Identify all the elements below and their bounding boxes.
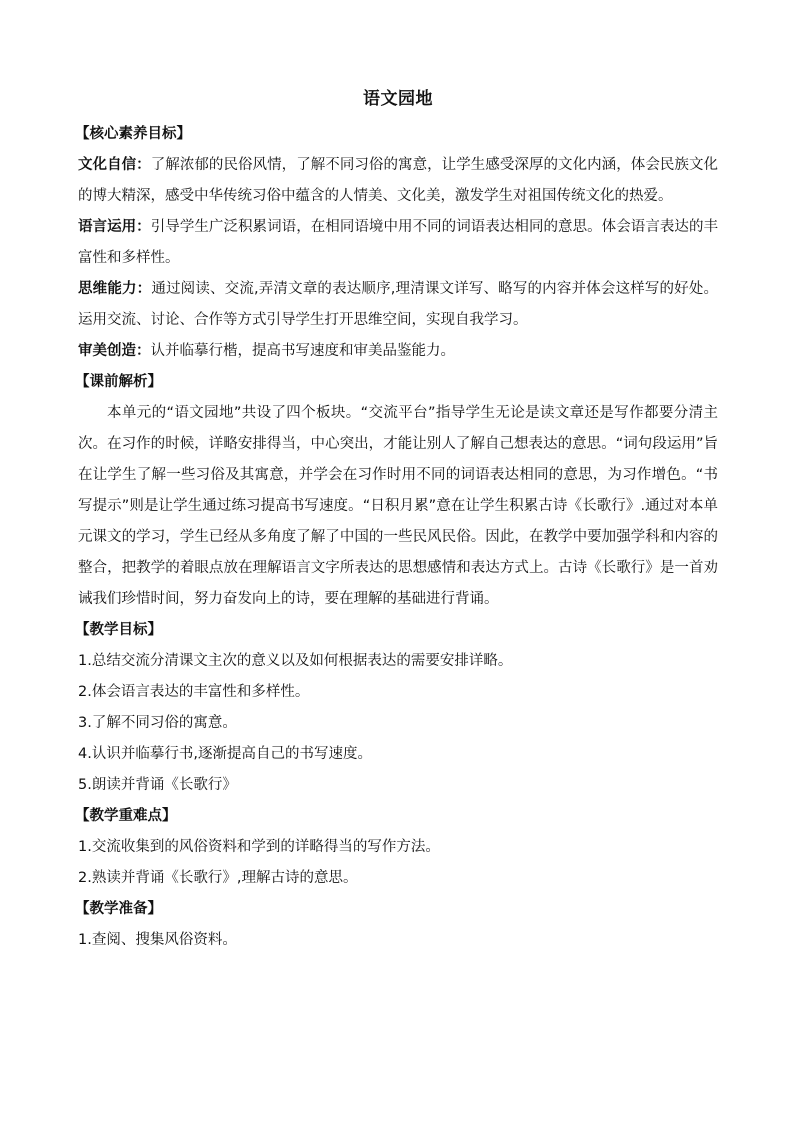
goal-item: 1.总结交流分清课文主次的意义以及如何根据表达的需要安排详略。 xyxy=(78,653,513,669)
core-item-aesthetic xyxy=(78,336,718,367)
goal-item: 3.了解不同习俗的寓意。 xyxy=(78,715,237,731)
heading-analysis: 【课前解析】 xyxy=(75,374,162,390)
core-item-text: 通过阅读、交流,弄清文章的表达顺序,理清课文详写、略写的内容并体会这样写的好处。运用交流、讨论、合作等方式引导学生打开思维空间，实现自我学习。 xyxy=(78,281,718,328)
heading-teaching-goals: 【教学目标】 xyxy=(75,622,162,638)
core-item-language xyxy=(78,212,718,274)
core-item-label: 语言运用： xyxy=(78,219,151,235)
goal-item: 5.朗读并背诵《长歌行》 xyxy=(78,777,237,793)
page-title: 语文园地 xyxy=(363,89,433,109)
heading-core-goals: 【核心素养目标】 xyxy=(75,126,191,142)
heading-preparation: 【教学准备】 xyxy=(75,901,162,917)
core-item-thinking xyxy=(78,274,718,336)
core-item-text: 引导学生广泛积累词语，在相同语境中用不同的词语表达相同的意思。体会语言表达的丰富性和多样性。 xyxy=(78,219,718,266)
core-item-label: 思维能力： xyxy=(78,281,152,297)
analysis-paragraph: 本单元的“语文园地”共设了四个板块。“交流平台”指导学生无论是读文章还是写作都要分清主次。在习作的时候，详略安排得当，中心突出，才能让别人了解自己想表达的意思。“词句段运用”旨在让学生了解一些习俗及其寓意，并学会在习作时用不同的词语表达相同的意思，为习作增色。“书写提示”则是让学生通过练习提高书写速度。“日积月累”意在让学生积累古诗《长歌行》.通过对本单元课文的学习，学生已经从多角度了解了中国的一些民风民俗。因此，在教学中要加强学科和内容的整合，把教学的着眼点放在理解语言文字所表达的思想感情和表达方式上。古诗《长歌行》是一首劝诫我们珍惜时间，努力奋发向上的诗，要在理解的基础进行背诵。 xyxy=(78,405,718,607)
goal-item: 2.体会语言表达的丰富性和多样性。 xyxy=(78,684,310,700)
core-item-text: 了解浓郁的民俗风情，了解不同习俗的寓意，让学生感受深厚的文化内涵，体会民族文化的博大精深，感受中华传统习俗中蕴含的人情美、文化美，激发学生对祖国传统文化的热爱。 xyxy=(78,157,718,204)
core-item-label: 文化自信： xyxy=(78,157,151,173)
core-item-text: 认并临摹行楷，提高书写速度和审美品鉴能力。 xyxy=(150,343,455,359)
keypoint-item: 1.交流收集到的风俗资料和学到的详略得当的写作方法。 xyxy=(78,839,440,855)
core-item-culture xyxy=(78,150,718,212)
heading-key-points: 【教学重难点】 xyxy=(75,808,177,824)
document-page xyxy=(75,86,718,956)
core-item-label: 审美创造： xyxy=(78,343,151,359)
keypoint-item: 2.熟读并背诵《长歌行》,理解古诗的意思。 xyxy=(78,870,358,886)
goal-item: 4.认识并临摹行书,逐渐提高自己的书写速度。 xyxy=(78,746,372,762)
prep-item: 1.查阅、搜集风俗资料。 xyxy=(78,932,237,948)
